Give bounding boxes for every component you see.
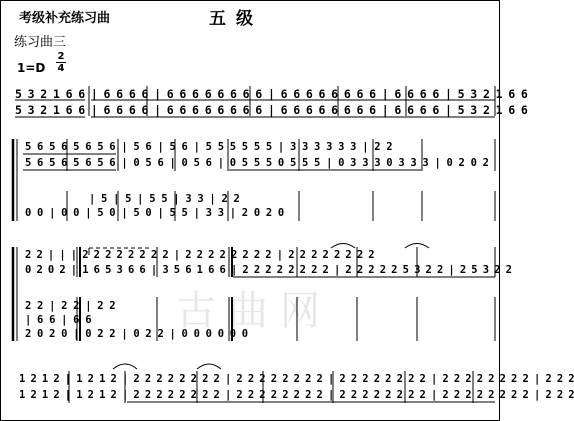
system3-bottom-row: 2 0 2 0 | 0 2 2 | 0 2 2 | 0 0 0 0 0 0 [25,328,248,340]
system2-top-row: 5 6 5 6 5 6 5 6 | 5 6 | 5 6 | 5 5 5 5 5 5 | 3 3 3 3 3 3 | 2 2 [25,141,393,153]
system3-bottom-top-row: 2 2 | 2 2 | 2 2 [25,300,116,312]
notation-lines [1,1,499,420]
system2-bottom-row: 0 0 | 0 0 | 5 0 | 5 0 | 5 5 | 3 3 | 2 0 2 0 [25,207,284,219]
system2-mid-row: 5 6 5 6 5 6 5 6 | 0 5 6 | 0 5 6 | 0 5 5 5 0 5 5 5 | 0 3 3 3 0 3 3 3 | 0 2 0 2 [25,157,489,169]
system3-mid-row: 0 2 0 2 | 1 6 5 3 6 6 | 3 5 6 1 6 6 | 2 2 2 2 2 2 2 2 | 2 2 2 2 2 5 3 2 2 | 2 5 3 2 2 [25,264,512,276]
system2-bottom-top-row: | 5 | 5 | 5 5 | 3 3 | 2 2 [89,193,240,205]
tie-slur [197,364,221,369]
tie-slur [331,244,355,249]
system4-top-row: 1 2 1 2 | 1 2 1 2 | 2 2 2 2 2 2 2 2 | 2 2 2 2 2 2 2 2 | 2 2 2 2 2 2 2 2 | 2 2 2 2 2 2 2 2 | 2 2 2 [19,373,574,385]
system3-top-row: 2 2 | | | 2 2 2 2 2 2 2 2 | 2 2 2 2 2 2 2 2 | 2 2 2 2 2 2 2 2 [25,249,375,261]
collection-subtitle: 考级补充练习曲 [19,11,111,26]
system4-bottom-row: 1 2 1 2 | 1 2 1 2 | 2 2 2 2 2 2 2 2 | 2 2 2 2 2 2 2 2 | 2 2 2 2 2 2 2 2 | 2 2 2 2 2 2 2 2 | 2 2 2 [19,389,574,401]
key-signature: 1=D [17,61,46,75]
meter-bottom: 4 [57,63,65,74]
system3-bottom-mid-row: | 6 6 | 6 6 [25,314,92,326]
tie-slur [113,364,137,369]
grade-title: 五级 [209,9,263,29]
system1-lower-row: 5 3 2 1 6 6 | 6 6 6 6 | 6 6 6 6 6 6 6 6 | 6 6 6 6 6 6 6 6 | 6 6 6 6 | 5 3 2 1 6 6 [15,103,528,117]
watermark-text: 古曲网 [176,288,332,334]
exercise-title: 练习曲三 [14,35,67,50]
meter-top: 2 [57,51,65,62]
system1-upper-row: 5 3 2 1 6 6 | 6 6 6 6 | 6 6 6 6 6 6 6 6 | 6 6 6 6 6 6 6 6 | 6 6 6 6 | 5 3 2 1 6 6 [15,87,528,101]
